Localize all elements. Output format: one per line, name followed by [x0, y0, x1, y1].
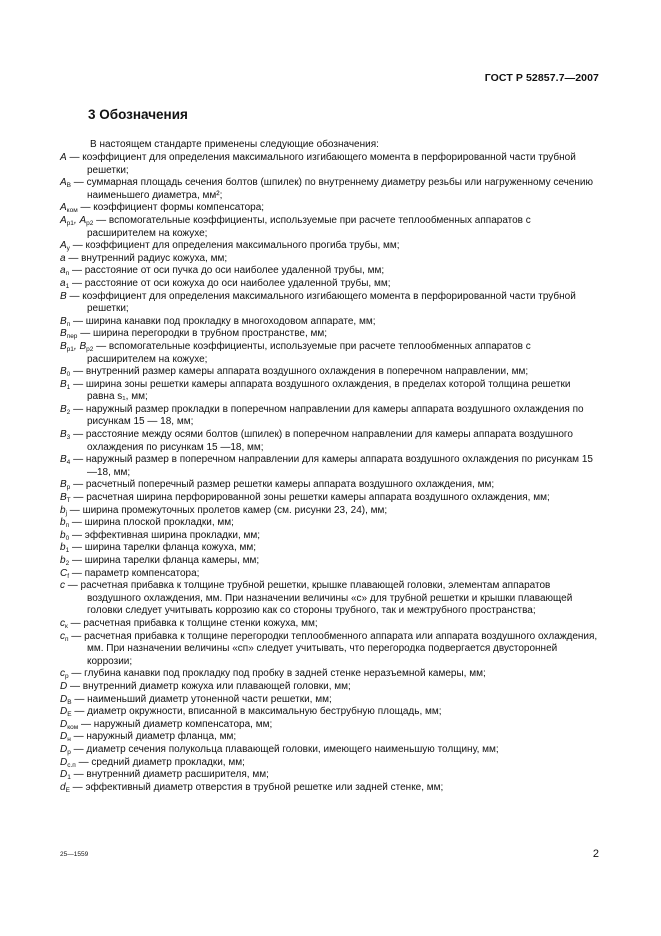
definition-item: [60, 278, 600, 291]
definition-symbol: $a_1$: [60, 277, 70, 290]
definition-item: [60, 668, 600, 681]
definition-symbol: $c_р$: [60, 668, 69, 681]
definition-text: — суммарная площадь сечения болтов (шпилек) по внутреннему диаметру резьбы или нагруженному сечению наименьшего диаметра, мм²;: [71, 177, 593, 201]
definition-item: [60, 719, 600, 732]
definition-symbol: $b_j$: [60, 504, 68, 517]
definition-symbol: $A_{ком}$: [60, 202, 78, 215]
definition-symbol: $c_к$: [60, 617, 68, 630]
section-title: 3 Обозначения: [88, 107, 188, 122]
definition-item: [60, 404, 600, 429]
definition-item: [60, 265, 600, 278]
definition-symbol: $B_4$: [60, 454, 71, 467]
definition-text: — диаметр сечения полукольца плавающей головки, имеющего наименьшую толщину, мм;: [70, 743, 499, 755]
definition-item: [60, 530, 600, 543]
definition-text: — ширина плоской прокладки, мм;: [69, 517, 234, 529]
definition-symbol: a: [60, 252, 66, 264]
definition-symbol: $b_1$: [60, 542, 70, 555]
definition-item: [60, 769, 600, 782]
definition-item: [60, 379, 600, 404]
definition-item: [60, 253, 600, 266]
definition-item: [60, 454, 600, 479]
definition-item: [60, 618, 600, 631]
definition-text: — коэффициент для определения максимального изгибающего момента в перфорированной части трубной решетки;: [66, 152, 576, 176]
definition-text: — коэффициент для определения максимального прогиба трубы, мм;: [69, 240, 400, 252]
definition-item: [60, 341, 600, 366]
definition-item: [60, 694, 600, 707]
definitions-list: [60, 152, 600, 794]
definition-text: — расчетная прибавка к толщине трубной решетки, крышке плавающей головки, элементам аппаратов воздушного охлаждения, мм. При назначении величины «c» для трубной решетки и крышки плавающей головки следует учитывать коррозию как со стороны трубного, так и межтрубного пространства;: [65, 580, 573, 617]
definition-text: — расстояние от оси пучка до оси наиболее удаленной трубы, мм;: [69, 265, 385, 277]
definition-item: [60, 328, 600, 341]
definition-symbol: $C_f$: [60, 567, 70, 580]
definition-text: — наружный диаметр фланца, мм;: [70, 731, 237, 743]
definition-symbol: B: [60, 290, 67, 302]
definition-text: — расстояние между осями болтов (шпилек) в поперечном направлении для камеры аппарата воздушного охлаждения по рисункам 15 —18, мм;: [70, 429, 573, 453]
definition-item: [60, 316, 600, 329]
definition-item: [60, 215, 600, 240]
definition-text: — внутренний радиус кожуха, мм;: [65, 252, 228, 264]
page-number: 2: [592, 848, 599, 860]
definition-item: [60, 744, 600, 757]
definition-text: — средний диаметр прокладки, мм;: [75, 756, 245, 768]
definition-symbol: $B_{пер}$: [60, 328, 78, 341]
definition-text: — внутренний размер камеры аппарата воздушного охлаждения в поперечном направлении, мм;: [70, 366, 529, 378]
definition-text: — эффективная ширина прокладки, мм;: [69, 529, 261, 541]
definition-symbol: $B_2$: [60, 403, 71, 416]
definition-text: — наружный размер в поперечном направлении для камеры аппарата воздушного охлаждения по рисункам 15—18, мм;: [70, 454, 593, 478]
definition-item: [60, 555, 600, 568]
definition-text: — коэффициент формы компенсатора;: [77, 202, 265, 214]
definition-text: — расчетный поперечный размер решетки камеры аппарата воздушного охлаждения, мм;: [70, 479, 495, 491]
definition-symbol: $b_2$: [60, 555, 70, 567]
definition-symbol: A: [60, 152, 67, 163]
definition-item: [60, 505, 600, 518]
definition-item: [60, 152, 600, 177]
definition-item: [60, 757, 600, 770]
definition-item: [60, 568, 600, 581]
definition-symbol: $A_y$: [60, 240, 70, 253]
definition-item: [60, 202, 600, 215]
definition-item: [60, 580, 600, 618]
definition-symbol: $A_{р1}$, $A_{р2}$: [60, 214, 94, 227]
definition-text: — ширина тарелки фланца камеры, мм;: [69, 555, 260, 566]
definition-item: [60, 177, 600, 202]
definition-item: [60, 517, 600, 530]
definition-text: — расстояние от оси кожуха до оси наиболее удаленной трубы, мм;: [69, 277, 391, 289]
definition-symbol: $a_n$: [60, 265, 70, 278]
definition-text: — ширина перегородки в трубном пространстве, мм;: [77, 328, 328, 340]
definition-item: [60, 429, 600, 454]
definition-item: [60, 542, 600, 555]
definition-symbol: $B_1$: [60, 378, 71, 391]
footer-code: 25—1559: [60, 851, 89, 858]
definition-symbol: $B_{р1}$, $B_{р2}$: [60, 340, 94, 353]
definition-text: — ширина зоны решетки камеры аппарата воздушного охлаждения, в пределах которой толщина решетки равна s₁, мм;: [70, 378, 571, 403]
definition-item: [60, 366, 600, 379]
definition-symbol: $B_п$: [60, 315, 71, 328]
definition-text: — глубина канавки под прокладку под пробку в задней стенке неразъемной камеры, мм;: [68, 668, 486, 680]
definition-symbol: $D_E$: [60, 706, 72, 719]
definition-item: [60, 782, 600, 795]
intro-text: В настоящем стандарте применены следующие обозначения:: [90, 139, 379, 150]
definition-text: — эффективный диаметр отверстия в трубной решетке или задней стенке, мм;: [69, 781, 444, 793]
definition-text: — расчетная прибавка к толщине стенки кожуха, мм;: [67, 617, 318, 629]
definition-item: [60, 706, 600, 719]
definition-text: — ширина промежуточных пролетов камер (см. рисунки 23, 24), мм;: [67, 504, 388, 516]
definition-text: — коэффициент для определения максимального изгибающего момента в перфорированной части трубной решетки;: [66, 290, 576, 315]
definition-text: — ширина канавки под прокладку в многоходовом аппарате, мм;: [70, 315, 376, 327]
definition-item: [60, 631, 600, 669]
definition-text: — внутренний диаметр расширителя, мм;: [70, 769, 269, 781]
definition-symbol: $B_р$: [60, 479, 71, 492]
definition-item: [60, 240, 600, 253]
definition-item: [60, 681, 600, 694]
definition-symbol: D: [60, 680, 68, 692]
definition-symbol: $d_E$: [60, 781, 70, 794]
definition-text: — наружный размер прокладки в поперечном направлении для камеры аппарата воздушного охлаждения по рисункам 15 — 18, мм;: [70, 403, 584, 428]
definition-symbol: $B_0$: [60, 366, 71, 379]
definition-symbol: $D_1$: [60, 769, 71, 782]
definition-text: — расчетная прибавка к толщине перегородки теплообменного аппарата или аппарата воздушного охлаждения, мм. При назначении величины «cп» следует учитывать, что перегородка подвергается двусторонней коррозии;: [68, 630, 598, 667]
definition-symbol: $D_н$: [60, 731, 71, 744]
definition-text: — вспомогательные коэффициенты, используемые при расчете теплообменных аппаратов с расширителем на кожухе;: [87, 340, 531, 365]
definition-symbol: $c_п$: [60, 630, 69, 643]
definition-symbol: $B_Т$: [60, 492, 71, 505]
definition-text: — вспомогательные коэффициенты, используемые при расчете теплообменных аппаратов с расширителем на кожухе;: [87, 214, 531, 239]
definition-item: [60, 479, 600, 492]
definition-symbol: $D_р$: [60, 743, 71, 756]
definition-text: — ширина тарелки фланца кожуха, мм;: [69, 542, 257, 554]
definition-text: — наименьший диаметр утоненной части решетки, мм;: [71, 693, 332, 705]
definition-text: — внутренний диаметр кожуха или плавающей головки, мм;: [67, 680, 351, 692]
definition-symbol: $b_п$: [60, 517, 70, 530]
definition-symbol: $D_{с.п}$: [60, 756, 76, 769]
definition-symbol: $b_0$: [60, 529, 70, 542]
definition-text: — параметр компенсатора;: [69, 567, 200, 579]
definition-symbol: $D_B$: [60, 693, 72, 706]
definition-text: — расчетная ширина перфорированной зоны решетки камеры аппарата воздушного охлаждения, мм;: [70, 492, 550, 504]
definition-text: — диаметр окружности, вписанной в максимальную беструбную площадь, мм;: [71, 706, 442, 718]
definition-text: — наружный диаметр компенсатора, мм;: [78, 718, 273, 730]
definition-symbol: $A_B$: [60, 177, 72, 190]
definition-symbol: $D_{ком}$: [60, 718, 79, 731]
definition-symbol: $B_3$: [60, 429, 71, 442]
definition-item: [60, 291, 600, 316]
definition-symbol: c: [60, 580, 65, 592]
definition-item: [60, 492, 600, 505]
standard-code: ГОСТ Р 52857.7—2007: [484, 72, 599, 84]
definition-item: [60, 731, 600, 744]
